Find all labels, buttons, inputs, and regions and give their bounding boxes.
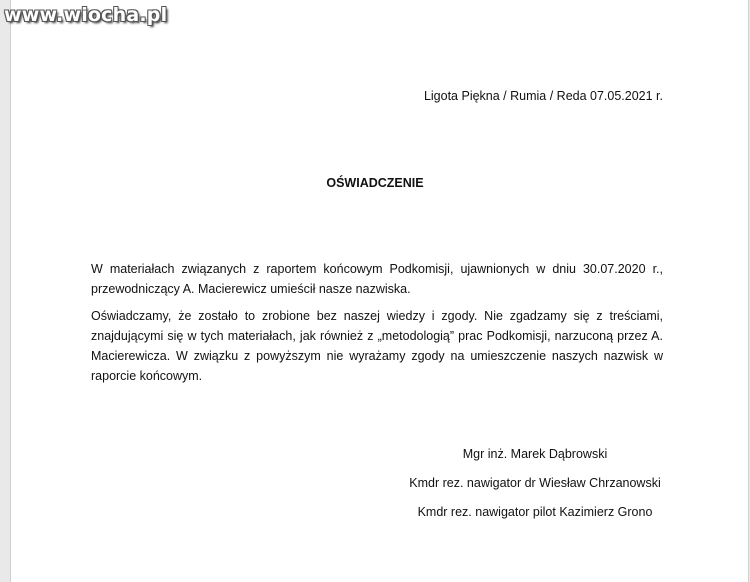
signature-block bbox=[395, 444, 675, 531]
paragraph-1: W materiałach związanych z raportem końcowym Podkomisji, ujawnionych w dniu 30.07.2020 r., przewodniczący A. Macierewicz umieścił nasze nazwiska. bbox=[91, 262, 663, 296]
signature-3: Kmdr rez. nawigator pilot Kazimierz Grono bbox=[417, 505, 653, 519]
signature-2: Kmdr rez. nawigator dr Wiesław Chrzanowski bbox=[409, 476, 661, 490]
paragraph-2: Oświadczamy, że zostało to zrobione bez naszej wiedzy i zgody. Nie zgadzamy się z treściami, znajdującymi się w tych materiałach, jak również z „metodologią” prac Podkomisji, narzuconą przez A. Macierewicza. W związku z powyższym nie wyrażamy zgody na umieszczenie naszych nazwisk w raporcie końcowym. bbox=[91, 309, 663, 383]
document-title: OŚWIADCZENIE bbox=[326, 176, 424, 190]
place-date: Ligota Piękna / Rumia / Reda 07.05.2021 r. bbox=[423, 89, 663, 103]
watermark-logo: www.wiocha.pl bbox=[4, 4, 168, 26]
signature-1: Mgr inż. Marek Dąbrowski bbox=[462, 447, 608, 461]
